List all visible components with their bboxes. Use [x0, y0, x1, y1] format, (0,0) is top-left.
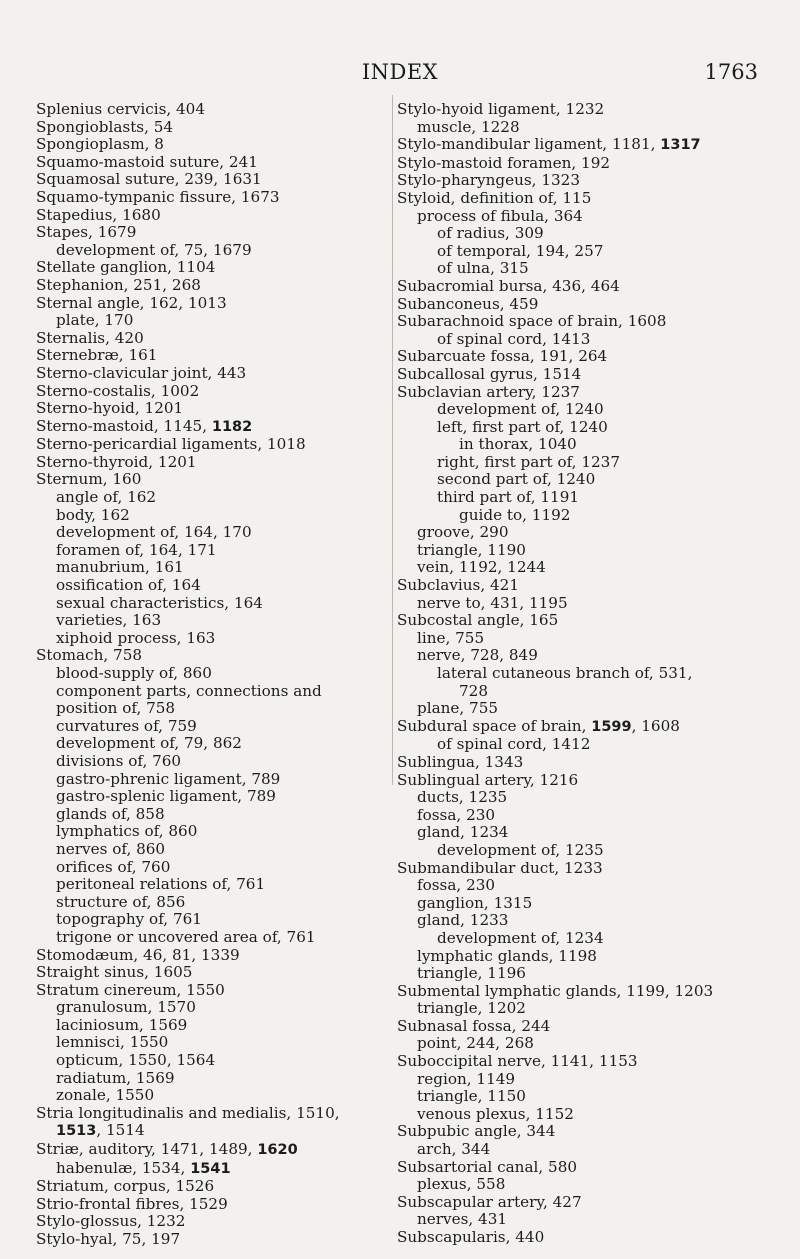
index-entry — [36, 136, 391, 154]
index-entry — [36, 947, 391, 965]
entry-text: second part of, 1240 — [437, 470, 596, 489]
entry-text: Sternebræ, 161 — [36, 346, 158, 365]
entry-text: line, 755 — [417, 628, 485, 647]
index-entry — [397, 436, 767, 454]
entry-text: position of, 758 — [56, 699, 176, 718]
index-entry — [36, 630, 391, 648]
entry-text: lemnisci, 1550 — [56, 1033, 169, 1052]
entry-text: Sternal angle, 162, 1013 — [36, 293, 227, 312]
entry-text: Squamosal suture, 239, 1631 — [36, 170, 262, 189]
index-entry — [397, 877, 767, 895]
entry-text: curvatures of, 759 — [56, 716, 197, 735]
entry-text: Sterno-pericardial ligaments, 1018 — [36, 435, 306, 454]
index-entry — [397, 559, 767, 577]
entry-text: Squamo-mastoid suture, 241 — [36, 152, 258, 171]
index-entry — [397, 824, 767, 842]
entry-text: development of, 1234 — [437, 928, 604, 947]
index-entry — [397, 1211, 767, 1229]
entry-text: triangle, 1190 — [417, 540, 526, 559]
entry-text: of spinal cord, 1412 — [437, 735, 591, 754]
index-entry — [397, 313, 767, 331]
entry-text: lymphatics of, 860 — [56, 822, 198, 841]
index-entry — [397, 1088, 767, 1106]
index-entry — [36, 1213, 391, 1231]
index-entry — [36, 471, 391, 489]
index-entry — [36, 771, 391, 789]
column-divider — [392, 95, 393, 785]
bold-page-ref: 1513 — [56, 1123, 97, 1140]
index-entry — [397, 384, 767, 402]
index-entry — [36, 259, 391, 277]
entry-text: Styloid, definition of, 115 — [397, 188, 592, 207]
index-entry — [36, 1017, 391, 1035]
index-entry — [397, 700, 767, 718]
entry-text: Subdural space of brain, — [397, 716, 592, 735]
index-entry — [397, 895, 767, 913]
entry-text: left, first part of, 1240 — [437, 417, 608, 436]
index-entry — [397, 208, 767, 226]
entry-text: zonale, 1550 — [56, 1086, 155, 1105]
index-entry — [397, 807, 767, 825]
entry-text: of ulna, 315 — [437, 259, 529, 278]
entry-text: Subarcuate fossa, 191, 264 — [397, 347, 608, 366]
entry-text: Stephanion, 251, 268 — [36, 275, 201, 294]
index-entry — [36, 101, 391, 119]
entry-text: arch, 344 — [417, 1140, 491, 1159]
index-entry — [397, 948, 767, 966]
entry-text: structure of, 856 — [56, 892, 186, 911]
entry-text: Suboccipital nerve, 1141, 1153 — [397, 1052, 638, 1071]
page-header — [0, 60, 800, 90]
index-entry — [397, 401, 767, 419]
entry-text: Stylo-hyoid ligament, 1232 — [397, 100, 605, 118]
entry-text: radiatum, 1569 — [56, 1068, 175, 1087]
index-entry — [397, 542, 767, 560]
index-entry — [397, 912, 767, 930]
entry-text: muscle, 1228 — [417, 117, 520, 136]
index-entry — [36, 242, 391, 260]
entry-text: fossa, 230 — [417, 805, 496, 824]
index-entry — [397, 1018, 767, 1036]
index-entry — [397, 419, 767, 437]
entry-text: Subscapular artery, 427 — [397, 1192, 582, 1211]
index-entry — [397, 647, 767, 665]
index-entry — [36, 507, 391, 525]
entry-text: orifices of, 760 — [56, 857, 171, 876]
index-entry — [397, 683, 767, 701]
entry-text: component parts, connections and — [56, 681, 322, 700]
index-entry — [36, 683, 391, 701]
index-entry — [397, 190, 767, 208]
entry-text: sexual characteristics, 164 — [56, 593, 263, 612]
page-title: INDEX — [361, 60, 439, 84]
entry-text: Stylo-mandibular ligament, 1181, — [397, 135, 661, 154]
index-entry — [36, 788, 391, 806]
entry-text: Straight sinus, 1605 — [36, 963, 193, 982]
index-entry — [397, 754, 767, 772]
entry-text: Spongioblasts, 54 — [36, 117, 174, 136]
index-entry — [36, 1160, 391, 1179]
index-entry — [397, 983, 767, 1001]
entry-text: Stellate ganglion, 1104 — [36, 258, 216, 277]
index-column-left — [36, 101, 391, 1249]
entry-text: Sterno-hyoid, 1201 — [36, 399, 184, 418]
index-entry — [36, 1052, 391, 1070]
index-entry — [397, 454, 767, 472]
index-entry — [397, 331, 767, 349]
index-entry — [397, 489, 767, 507]
index-entry — [36, 365, 391, 383]
index-entry — [36, 929, 391, 947]
entry-text: Striatum, corpus, 1526 — [36, 1177, 215, 1196]
index-entry — [36, 189, 391, 207]
entry-text: Submandibular duct, 1233 — [397, 858, 603, 877]
entry-text: Subsartorial canal, 580 — [397, 1157, 578, 1176]
index-entry — [36, 1141, 391, 1160]
index-entry — [397, 842, 767, 860]
entry-text: in thorax, 1040 — [459, 435, 577, 454]
entry-text: lateral cutaneous branch of, 531, — [437, 664, 693, 682]
entry-text: ducts, 1235 — [417, 788, 508, 807]
index-entry — [36, 806, 391, 824]
index-entry — [397, 860, 767, 878]
entry-text: gland, 1233 — [417, 911, 509, 930]
index-entry — [36, 1070, 391, 1088]
index-entry — [397, 1053, 767, 1071]
index-entry — [397, 366, 767, 384]
index-entry — [36, 665, 391, 683]
index-entry — [36, 418, 391, 437]
index-entry — [36, 823, 391, 841]
entry-text: Stomach, 758 — [36, 646, 143, 665]
index-entry — [36, 347, 391, 365]
index-entry — [36, 1034, 391, 1052]
bold-page-ref: 1317 — [660, 137, 701, 154]
entry-text: Stapedius, 1680 — [36, 205, 161, 224]
entry-text: Sterno-costalis, 1002 — [36, 381, 200, 400]
index-entry — [36, 489, 391, 507]
entry-text: Sterno-clavicular joint, 443 — [36, 363, 247, 382]
entry-text: lymphatic glands, 1198 — [417, 946, 597, 965]
index-entry — [397, 789, 767, 807]
entry-text: 728 — [459, 681, 488, 700]
entry-text: Stapes, 1679 — [36, 223, 137, 242]
entry-text: of temporal, 194, 257 — [437, 241, 604, 260]
index-entry — [397, 136, 767, 155]
entry-text: nerves, 431 — [417, 1210, 508, 1229]
index-entry — [36, 982, 391, 1000]
entry-text: nerve, 728, 849 — [417, 646, 538, 665]
entry-text: nerve to, 431, 1195 — [417, 593, 568, 612]
index-entry — [397, 595, 767, 613]
index-entry — [397, 1000, 767, 1018]
entry-text: Strio-frontal fibres, 1529 — [36, 1194, 228, 1213]
index-entry — [397, 1229, 767, 1247]
entry-text: development of, 75, 1679 — [56, 240, 252, 259]
index-entry — [36, 612, 391, 630]
index-entry — [397, 718, 767, 737]
index-entry — [36, 383, 391, 401]
index-entry — [36, 224, 391, 242]
index-entry — [36, 1087, 391, 1105]
entry-text: Stria longitudinalis and medialis, 1510, — [36, 1103, 340, 1122]
index-entry — [36, 277, 391, 295]
entry-text: foramen of, 164, 171 — [56, 540, 217, 559]
entry-text: angle of, 162 — [56, 488, 157, 507]
entry-text: Sterno-mastoid, 1145, — [36, 416, 212, 435]
entry-text: point, 244, 268 — [417, 1034, 534, 1053]
index-entry — [36, 964, 391, 982]
entry-text: plexus, 558 — [417, 1175, 506, 1194]
index-entry — [397, 524, 767, 542]
index-entry — [36, 454, 391, 472]
index-entry — [397, 665, 767, 683]
entry-text-after: , 1608 — [631, 716, 680, 735]
index-entry — [397, 612, 767, 630]
entry-text: varieties, 163 — [56, 611, 162, 630]
entry-text: xiphoid process, 163 — [56, 628, 216, 647]
entry-text: development of, 79, 862 — [56, 734, 242, 753]
entry-text: , 1514 — [96, 1121, 145, 1140]
index-entry — [397, 1176, 767, 1194]
index-entry — [397, 1071, 767, 1089]
index-entry — [397, 772, 767, 790]
entry-text: laciniosum, 1569 — [56, 1015, 188, 1034]
entry-text: Subacromial bursa, 436, 464 — [397, 276, 620, 295]
entry-text: development of, 1240 — [437, 400, 604, 419]
index-entry — [397, 965, 767, 983]
bold-page-ref: 1620 — [257, 1142, 298, 1159]
index-entry — [36, 894, 391, 912]
entry-text: third part of, 1191 — [437, 488, 580, 507]
entry-text: gastro-splenic ligament, 789 — [56, 787, 276, 806]
index-entry — [36, 595, 391, 613]
entry-text: Subscapularis, 440 — [397, 1228, 545, 1246]
entry-text: Subcallosal gyrus, 1514 — [397, 364, 582, 383]
entry-text: habenulæ, 1534, — [56, 1158, 191, 1177]
entry-text: blood-supply of, 860 — [56, 664, 212, 682]
entry-text: Subclavian artery, 1237 — [397, 382, 580, 401]
entry-text: Stylo-pharyngeus, 1323 — [397, 171, 580, 190]
entry-text: Subclavius, 421 — [397, 576, 519, 595]
entry-text: triangle, 1196 — [417, 964, 526, 983]
index-entry — [36, 295, 391, 313]
entry-text: development of, 164, 170 — [56, 523, 252, 542]
index-entry — [36, 647, 391, 665]
index-entry — [36, 207, 391, 225]
index-entry — [397, 243, 767, 261]
index-entry — [397, 1194, 767, 1212]
bold-page-ref: 1541 — [190, 1160, 231, 1177]
index-entry — [36, 171, 391, 189]
index-entry — [36, 400, 391, 418]
index-entry — [397, 155, 767, 173]
index-entry — [36, 718, 391, 736]
entry-text: granulosum, 1570 — [56, 998, 196, 1017]
index-entry — [397, 119, 767, 137]
entry-text: triangle, 1202 — [417, 999, 526, 1018]
entry-text: of radius, 309 — [437, 224, 544, 243]
entry-text: Sublingua, 1343 — [397, 752, 524, 771]
entry-text: Subnasal fossa, 244 — [397, 1016, 551, 1035]
entry-text: groove, 290 — [417, 523, 509, 542]
index-entry — [397, 630, 767, 648]
index-entry — [36, 1178, 391, 1196]
bold-page-ref: 1182 — [211, 418, 253, 435]
index-entry — [36, 436, 391, 454]
index-entry — [397, 260, 767, 278]
entry-text: glands of, 858 — [56, 804, 165, 823]
index-entry — [397, 101, 767, 119]
entry-text: gland, 1234 — [417, 823, 509, 842]
entry-text: Sterno-thyroid, 1201 — [36, 452, 197, 471]
entry-text: Stylo-glossus, 1232 — [36, 1212, 186, 1231]
entry-text: Sternalis, 420 — [36, 328, 144, 347]
bold-page-ref: 1599 — [591, 718, 632, 735]
page-number: 1763 — [704, 60, 758, 84]
entry-text: triangle, 1150 — [417, 1087, 526, 1106]
entry-text: Stylo-mastoid foramen, 192 — [397, 153, 611, 172]
index-entry — [36, 999, 391, 1017]
entry-text: plane, 755 — [417, 699, 499, 718]
index-entry — [397, 577, 767, 595]
entry-text: process of fibula, 364 — [417, 206, 583, 225]
index-entry — [397, 507, 767, 525]
entry-text: Sternum, 160 — [36, 470, 142, 489]
entry-text: Stomodæum, 46, 81, 1339 — [36, 945, 240, 964]
index-entry — [397, 348, 767, 366]
index-entry — [36, 577, 391, 595]
index-entry — [36, 524, 391, 542]
entry-text: nerves of, 860 — [56, 839, 166, 858]
entry-text: Submental lymphatic glands, 1199, 1203 — [397, 981, 714, 1000]
entry-text: ganglion, 1315 — [417, 893, 533, 912]
index-entry — [397, 172, 767, 190]
entry-text: ossification of, 164 — [56, 576, 201, 595]
entry-text: Subcostal angle, 165 — [397, 611, 559, 630]
index-entry — [36, 859, 391, 877]
index-column-right — [397, 101, 767, 1247]
entry-text: Squamo-tympanic fissure, 1673 — [36, 187, 280, 206]
entry-text: Subpubic angle, 344 — [397, 1122, 556, 1141]
entry-text: guide to, 1192 — [459, 505, 571, 524]
entry-text: plate, 170 — [56, 311, 134, 330]
entry-text: body, 162 — [56, 505, 130, 524]
index-entry — [36, 911, 391, 929]
index-entry — [36, 154, 391, 172]
entry-text: trigone or uncovered area of, 761 — [56, 927, 316, 946]
index-entry — [397, 1141, 767, 1159]
index-entry — [397, 296, 767, 314]
entry-text: Splenius cervicis, 404 — [36, 100, 206, 118]
index-entry — [397, 1035, 767, 1053]
index-entry — [36, 1105, 391, 1123]
index-entry — [36, 735, 391, 753]
index-entry — [36, 841, 391, 859]
entry-text: Sublingual artery, 1216 — [397, 770, 579, 789]
index-entry — [36, 330, 391, 348]
entry-text: Subarachnoid space of brain, 1608 — [397, 312, 667, 331]
entry-text: Stylo-hyal, 75, 197 — [36, 1230, 181, 1248]
entry-text: right, first part of, 1237 — [437, 452, 620, 471]
entry-text: of spinal cord, 1413 — [437, 329, 591, 348]
index-entry — [397, 1159, 767, 1177]
entry-text: Spongioplasm, 8 — [36, 135, 164, 154]
index-entry — [397, 278, 767, 296]
index-entry — [36, 876, 391, 894]
index-entry — [397, 225, 767, 243]
entry-text: venous plexus, 1152 — [417, 1104, 574, 1123]
index-entry — [36, 559, 391, 577]
entry-text: divisions of, 760 — [56, 751, 182, 770]
index-entry — [36, 119, 391, 137]
index-entry — [397, 930, 767, 948]
index-entry — [36, 700, 391, 718]
index-entry — [36, 1231, 391, 1249]
entry-text: gastro-phrenic ligament, 789 — [56, 769, 281, 788]
entry-text: topography of, 761 — [56, 910, 202, 929]
entry-text: vein, 1192, 1244 — [417, 558, 546, 577]
index-entry — [397, 1106, 767, 1124]
index-entry — [397, 736, 767, 754]
index-entry — [36, 542, 391, 560]
index-entry — [36, 1196, 391, 1214]
entry-text: fossa, 230 — [417, 876, 496, 895]
index-entry — [36, 1122, 391, 1141]
entry-text: peritoneal relations of, 761 — [56, 875, 266, 894]
entry-text: region, 1149 — [417, 1069, 516, 1088]
index-entry — [36, 753, 391, 771]
index-entry — [36, 312, 391, 330]
entry-text: Striæ, auditory, 1471, 1489, — [36, 1140, 258, 1159]
index-entry — [397, 471, 767, 489]
entry-text: development of, 1235 — [437, 840, 604, 859]
entry-text: manubrium, 161 — [56, 558, 184, 577]
entry-text: opticum, 1550, 1564 — [56, 1051, 216, 1070]
index-entry — [397, 1123, 767, 1141]
entry-text: Subanconeus, 459 — [397, 294, 539, 313]
entry-text: Stratum cinereum, 1550 — [36, 980, 225, 999]
